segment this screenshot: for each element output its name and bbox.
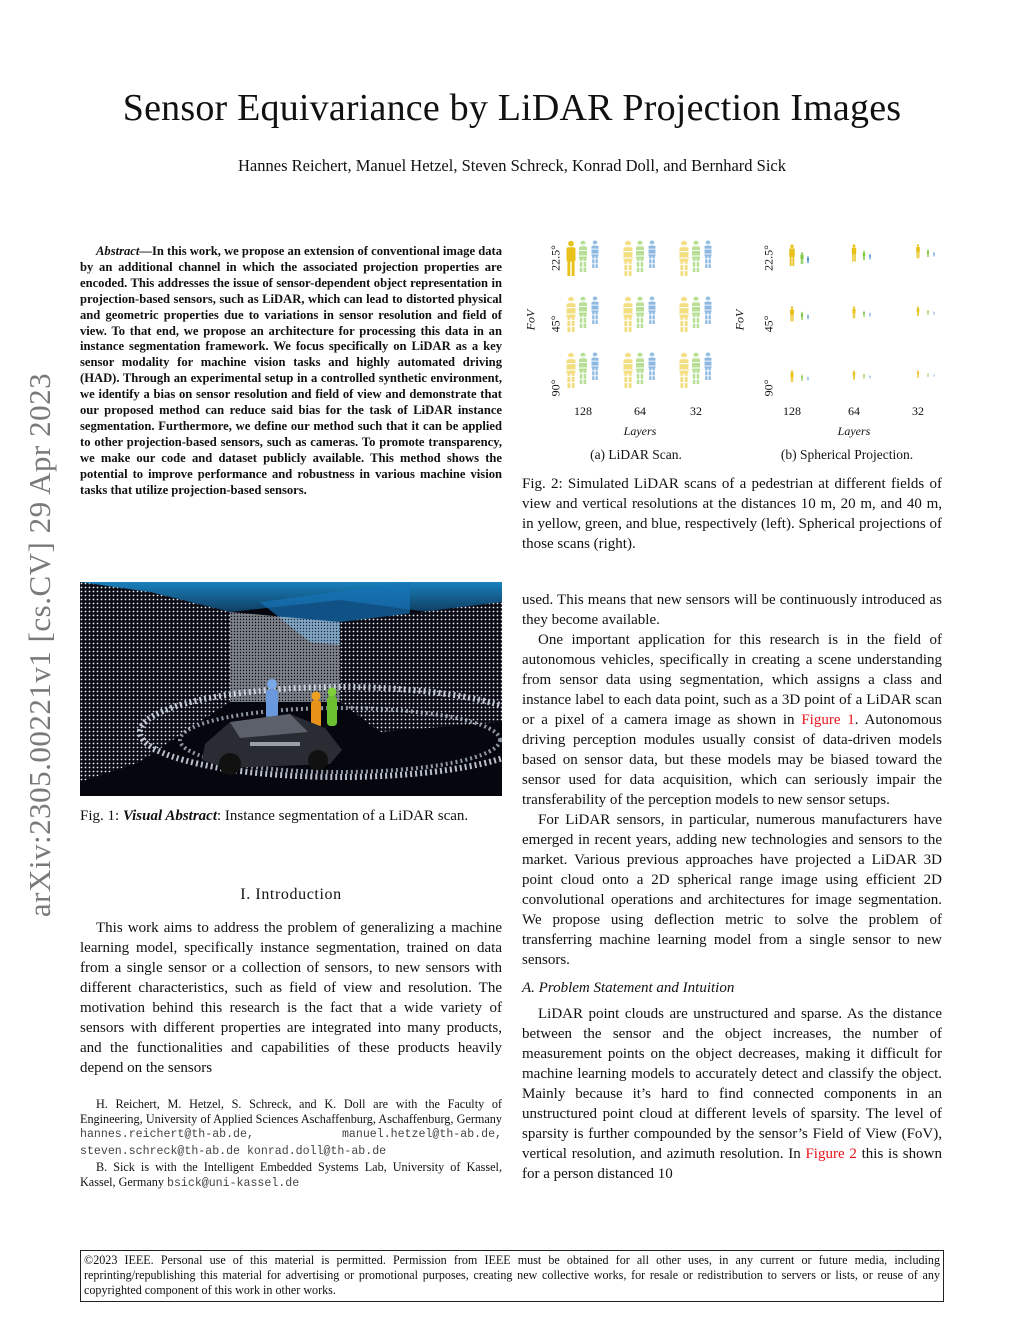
fig2b-projection-mid-r3-c1 [801, 375, 803, 381]
footnote [80, 1097, 502, 1191]
fig2b-projection-far-r1-c3 [933, 252, 934, 257]
paragraph-autonomous-vehicles-text-b: . Autonomous driving perception modules usually consist of data-driven models based on sensor data, but these models may be biased toward the sensor used for data acquisition, which can seriously impair the transferability of the perception models to new sensor setups. [522, 712, 943, 808]
fig2b-row-label-2: 45° [761, 315, 776, 333]
fig2b-projection-mid-r1-c3 [927, 249, 929, 257]
paper-title: Sensor Equivariance by LiDAR Projection Images [122, 87, 902, 129]
fig2a-layers-label: Layers [623, 424, 657, 438]
right-column-body [522, 590, 942, 1184]
fig2b-projection-far-r2-c2 [869, 313, 870, 317]
fig2b-col-label-2: 64 [848, 404, 860, 418]
fig2b-projection-mid-r1-c2 [863, 251, 865, 260]
figure-1-link[interactable]: Figure 1 [801, 712, 855, 728]
paragraph-continued: used. This means that new sensors will be continuously introduced as they become available. [522, 592, 942, 628]
fig2b-spherical-projections [778, 236, 948, 402]
fig2b-fov-label: FoV [732, 309, 747, 331]
arxiv-stamp [16, 350, 64, 940]
lidar-scene-image [80, 582, 502, 796]
pedestrian-blue [266, 679, 278, 719]
fig2a-pedestrian-r3-c2-d3 [648, 353, 656, 380]
fig2a-row-label-1: 22.5° [548, 245, 563, 271]
arxiv-stamp-text: arXiv:2305.00221v1 [cs.CV] 29 Apr 2023 [22, 372, 57, 918]
fig2a-col-label-2: 64 [634, 404, 646, 418]
fig2b-projection-far-r3-c3 [934, 374, 935, 377]
fig2a-pedestrian-r3-c1-d1 [566, 353, 576, 388]
figure-1-caption-text: : Instance segmentation of a LiDAR scan. [217, 808, 469, 824]
fig2b-projection-near-r1-c3 [916, 244, 920, 258]
fig2b-projection-mid-r1-c1 [801, 252, 804, 264]
fig2b-projection-mid-r2-c2 [863, 311, 865, 318]
intro-paragraph-1: This work aims to address the problem of generalizing a machine learning model, specifically instance segmentation, trained on data from a single sensor or a collection of sensors, to new sensors with different characteristics, such as field of view and resolution. The motivation behind this research is the fact that a wide variety of sensors with different properties are integrated into many products, and the functionalities and capabilities of these products heavily depend on the sensors [80, 920, 502, 1076]
fig2b-col-label-3: 32 [912, 404, 924, 418]
fig2a-pedestrian-r3-c3-d1 [679, 353, 690, 388]
fig2b-row-label-1: 22.5° [761, 245, 776, 271]
fig2a-pedestrian-r2-c1-d1 [566, 297, 576, 332]
footnote-text-1: H. Reichert, M. Hetzel, S. Schreck, and K. Doll are with the Faculty of Engineering, University of Applied Sciences Aschaffenburg, Aschaffenburg, Germany [80, 1097, 502, 1126]
fig2b-projection-far-r2-c3 [934, 312, 935, 315]
author-list: Hannes Reichert, Manuel Hetzel, Steven Schreck, Konrad Doll, and Bernhard Sick [238, 156, 786, 175]
paragraph-lidar-sensors: For LiDAR sensors, in particular, numerous manufacturers have emerged in recent years, adding new technologies and sensors to the market. Various previous approaches have projected a LiDAR 3D point cloud onto a 2D spherical range image using efficient 2D convolutional operations and architectures for image segmentation. We propose using deflection metric to solve the problem of transferring machine learning model from a single sensor to new sensors. [522, 812, 942, 968]
paragraph-problem-statement-text-a: LiDAR point clouds are unstructured and sparse. As the distance between the sensor and the object increases, the number of measurement points on the object decreases, making it difficult for machine learning models to accurately detect and classify the object. Mainly because it’s hard to find connected components in an unstructured point cloud at different levels of sparsity. The level of sparsity is further compounded by the sensor’s Field of View (FoV), vertical resolution, and azimuth resolution. In [522, 1006, 942, 1162]
abstract [80, 244, 502, 499]
fig2b-projection-far-r3-c1 [808, 377, 809, 381]
fig2b-projection-near-r3-c3 [917, 370, 919, 378]
fig2b-projection-mid-r3-c2 [863, 374, 864, 379]
fig2a-pedestrian-r2-c2-d3 [648, 297, 656, 324]
pedestrian-green [327, 688, 337, 727]
footnote-email-2: bsick@uni-kassel.de [166, 1176, 300, 1190]
figure-1-caption-bold: Visual Abstract [122, 808, 217, 824]
footnote-text-2: B. Sick is with the Intelligent Embedded Systems Lab, University of Kassel, Kassel, Germany [80, 1159, 502, 1189]
fig2b-projection-near-r1-c1 [789, 244, 795, 266]
fig2a-lidar-scans [566, 236, 726, 402]
fig2b-projection-far-r1-c1 [807, 256, 809, 263]
fig2a-pedestrian-r2-c3-d3 [704, 297, 712, 324]
fig2b-projection-near-r2-c1 [790, 306, 794, 321]
fig2a-pedestrian-r2-c2-d2 [635, 297, 645, 328]
fig2b-projection-mid-r2-c3 [927, 310, 928, 315]
fig2b-projection-near-r3-c2 [853, 370, 855, 379]
fig2a-pedestrian-r1-c2-d3 [648, 241, 656, 268]
fig2a-row-label-3: 90° [548, 379, 563, 397]
figure-1-caption [80, 806, 502, 826]
figure-2-link[interactable]: Figure 2 [805, 1146, 857, 1162]
fig2b-projection-near-r2-c3 [917, 306, 920, 316]
fig2a-pedestrian-r1-c1-d2 [578, 241, 588, 272]
fig2b-projection-far-r2-c1 [807, 315, 808, 320]
fig2a-pedestrian-r3-c3-d2 [691, 353, 701, 384]
fig2b-projection-mid-r3-c3 [927, 373, 928, 377]
fig2b-layers-label: Layers [837, 424, 871, 438]
fig2a-row-label-2: 45° [548, 315, 563, 333]
figure-2 [522, 236, 952, 468]
figure-2-caption: Fig. 2: Simulated LiDAR scans of a pedestrian at different fields of view and vertical resolutions at the distances 10 m, 20 m, and 40 m, in yellow, green, and blue, respectively (left). Spherical projections of those scans (right). [522, 476, 942, 552]
subsection-heading-problem-statement: A. Problem Statement and Intuition [522, 980, 735, 996]
fig2a-pedestrian-r3-c1-d3 [591, 353, 599, 380]
fig2a-pedestrian-r2-c1-d3 [591, 297, 599, 324]
abstract-label: Abstract [96, 244, 140, 258]
fig2a-pedestrian-r1-c3-d2 [691, 241, 701, 272]
fig2a-pedestrian-r1-c2-d1 [623, 241, 634, 276]
fig2a-col-label-1: 128 [574, 404, 592, 418]
figure-1-label: Fig. 1: [80, 808, 123, 824]
fig2b-projection-mid-r2-c1 [801, 312, 803, 320]
fig2a-pedestrian-r2-c2-d1 [623, 297, 634, 332]
fig2b-col-label-1: 128 [783, 404, 801, 418]
footnote-affiliation-2 [80, 1160, 502, 1191]
fig2a-pedestrian-r3-c2-d2 [635, 353, 645, 384]
fig2a-pedestrian-r1-c1-d1 [567, 241, 576, 276]
fig2a-pedestrian-r2-c3-d2 [691, 297, 701, 328]
footnote-emails-1: hannes.reichert@th-ab.de, manuel.hetzel@th-ab.de, steven.schreck@th-ab.de konrad.doll@th-ab.de [80, 1128, 502, 1159]
fig2a-subcaption: (a) LiDAR Scan. [590, 447, 682, 462]
copyright-notice: ©2023 IEEE. Personal use of this material is permitted. Permission from IEEE must be obtained for all other uses, in any current or future media, including reprinting/republishing this material for advertising or promotional purposes, creating new collective works, for resale or redistribution to servers or lists, or reuse of any copyrighted component of this work in other works. [80, 1250, 944, 1302]
abstract-text: —In this work, we propose an extension of conventional image data by an additional channel in which the associated projection properties are encoded. This addresses the issue of sensor-dependent object representation in projection-based sensors, such as LiDAR, which can lead to distorted physical and geometric properties due to variations in sensor resolution and field of view. To that end, we propose an architecture for processing this data in an instance segmentation framework. We focus specifically on LiDAR as a key sensor modality for machine vision tasks and highly automated driving (HAD). Through an experimental setup in a controlled synthetic environment, we identify a bias on sensor resolution and field of view and demonstrate that our proposed method can reduce said bias for the task of LiDAR instance segmentation. Furthermore, we define our method such that it can be applied to other projection-based sensors, such as cameras. To promote transparency, we make our code and dataset publicly available. This method shows the potential to improve performance and robustness in various machine vision tasks that utilize projection-based sensors. [80, 244, 502, 497]
fig2b-subcaption: (b) Spherical Projection. [780, 447, 914, 462]
fig2a-pedestrian-r2-c1-d2 [578, 297, 588, 328]
fig2b-projection-far-r3-c2 [870, 375, 871, 378]
fig2b-projection-near-r2-c2 [852, 306, 855, 318]
paragraph-autonomous-vehicles-text-a: One important application for this research is in the field of autonomous vehicles, specifically in creating a scene understanding from sensor data using segmentation, which assigns a class and instance label to each data point, such as a 3D point of a LiDAR scan or a pixel of a camera image as shown in [522, 632, 942, 728]
fig2a-pedestrian-r1-c2-d2 [635, 241, 645, 272]
fig2b-row-label-3: 90° [761, 379, 776, 397]
fig2a-fov-label: FoV [523, 309, 538, 331]
fig2b-projection-near-r3-c1 [790, 370, 793, 382]
fig2a-pedestrian-r3-c1-d2 [578, 353, 588, 384]
fig2a-pedestrian-r1-c3-d1 [679, 241, 690, 276]
fig2a-pedestrian-r3-c3-d3 [704, 353, 712, 380]
fig2a-pedestrian-r1-c3-d3 [704, 241, 712, 268]
figure-1-visual-abstract [80, 582, 502, 796]
fig2b-projection-near-r1-c2 [852, 244, 856, 261]
fig2a-col-label-3: 32 [690, 404, 702, 418]
fig2a-pedestrian-r2-c3-d1 [679, 297, 690, 332]
fig2a-pedestrian-r1-c1-d3 [591, 241, 599, 268]
paragraph-problem-statement [522, 1004, 942, 1184]
paragraph-problem-statement-text-b: this is shown for a person distanced 10 [522, 1146, 942, 1182]
footnote-affiliation-1 [80, 1097, 502, 1160]
pedestrian-orange [311, 692, 321, 729]
paragraph-autonomous-vehicles [522, 630, 942, 810]
fig2a-pedestrian-r3-c2-d1 [623, 353, 634, 388]
fig2b-projection-far-r1-c2 [869, 254, 870, 260]
section-heading-introduction: I. Introduction [240, 886, 342, 903]
